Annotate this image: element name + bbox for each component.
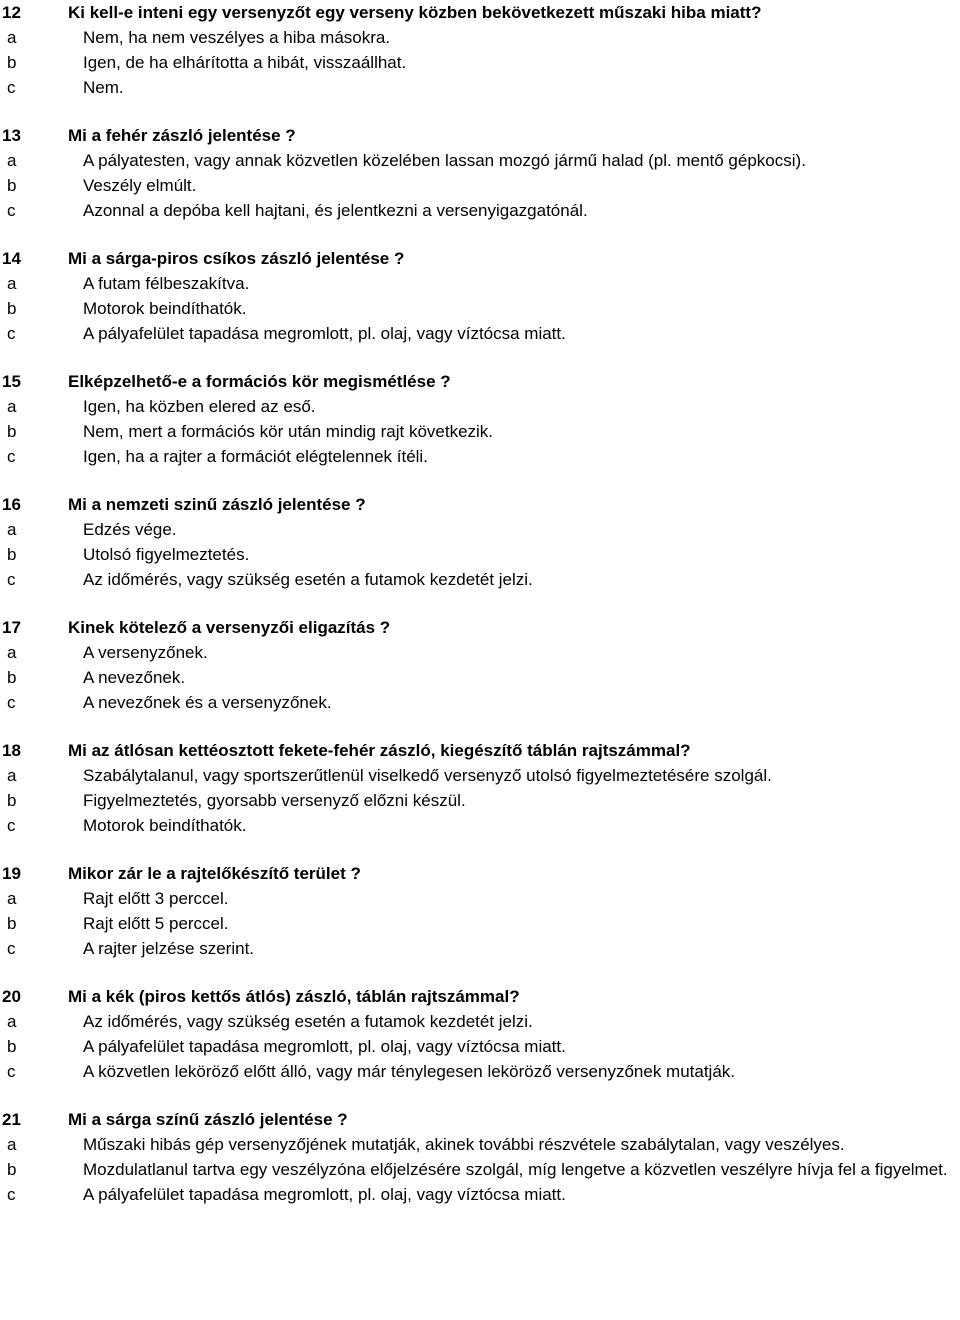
answer-letter: a <box>7 1135 17 1154</box>
question-header <box>0 738 960 763</box>
question-header <box>0 1107 960 1132</box>
answer-text: Nem. <box>83 78 124 97</box>
answer-text: A pályafelület tapadása megromlott, pl. olaj, vagy víztócsa miatt. <box>83 324 566 343</box>
answer-text: Motorok beindíthatók. <box>83 816 247 835</box>
question-number: 16 <box>2 495 21 514</box>
answer-text: Figyelmeztetés, gyorsabb versenyző előzni készül. <box>83 791 466 810</box>
question-header <box>0 246 960 271</box>
answer-option <box>0 567 960 592</box>
answer-option <box>0 936 960 961</box>
question-block <box>0 246 960 346</box>
question-text: Mi az átlósan kettéosztott fekete-fehér zászló, kiegészítő táblán rajtszámmal? <box>68 741 691 760</box>
question-number: 18 <box>2 741 21 760</box>
question-header <box>0 861 960 886</box>
answer-option <box>0 1157 960 1182</box>
question-text: Ki kell-e inteni egy versenyzőt egy verseny közben bekövetkezett műszaki hiba miatt? <box>68 3 762 22</box>
answer-text: Műszaki hibás gép versenyzőjének mutatják, akinek további részvétele szabálytalan, vagy veszélyes. <box>83 1135 845 1154</box>
answer-letter: b <box>7 791 17 810</box>
answer-option <box>0 542 960 567</box>
question-number: 19 <box>2 864 21 883</box>
answer-option <box>0 271 960 296</box>
answer-letter: c <box>7 447 16 466</box>
question-header <box>0 984 960 1009</box>
answer-letter: c <box>7 816 16 835</box>
question-number: 21 <box>2 1110 21 1129</box>
answer-option <box>0 788 960 813</box>
answer-text: Nem, ha nem veszélyes a hiba másokra. <box>83 28 391 47</box>
question-text: Mikor zár le a rajtelőkészítő terület ? <box>68 864 361 883</box>
answer-option <box>0 1034 960 1059</box>
answer-option <box>0 198 960 223</box>
answer-option <box>0 173 960 198</box>
answer-letter: b <box>7 176 17 195</box>
answer-letter: b <box>7 299 17 318</box>
answer-text: Motorok beindíthatók. <box>83 299 247 318</box>
answer-text: Utolsó figyelmeztetés. <box>83 545 250 564</box>
answer-letter: a <box>7 151 17 170</box>
question-header <box>0 369 960 394</box>
answer-letter: c <box>7 939 16 958</box>
answer-letter: c <box>7 693 16 712</box>
answer-option <box>0 148 960 173</box>
question-header <box>0 615 960 640</box>
answer-text: Edzés vége. <box>83 520 177 539</box>
answer-option <box>0 1009 960 1034</box>
answer-option <box>0 75 960 100</box>
answer-text: A pályafelület tapadása megromlott, pl. olaj, vagy víztócsa miatt. <box>83 1037 566 1056</box>
answer-option <box>0 911 960 936</box>
answer-option <box>0 517 960 542</box>
answer-text: A nevezőnek. <box>83 668 186 687</box>
answer-letter: a <box>7 1012 17 1031</box>
answer-text: A pályatesten, vagy annak közvetlen közelében lassan mozgó jármű halad (pl. mentő gépkocsi). <box>83 151 806 170</box>
answer-letter: b <box>7 668 17 687</box>
question-header <box>0 123 960 148</box>
answer-text: Nem, mert a formációs kör után mindig rajt következik. <box>83 422 494 441</box>
answer-letter: c <box>7 201 16 220</box>
answer-letter: b <box>7 914 17 933</box>
answer-letter: a <box>7 397 17 416</box>
answer-option <box>0 886 960 911</box>
answer-letter: b <box>7 545 17 564</box>
question-block <box>0 1107 960 1207</box>
question-number: 13 <box>2 126 21 145</box>
answer-option <box>0 419 960 444</box>
answer-letter: b <box>7 422 17 441</box>
answer-text: Rajt előtt 5 perccel. <box>83 914 229 933</box>
answer-text: Az időmérés, vagy szükség esetén a futamok kezdetét jelzi. <box>83 1012 533 1031</box>
answer-text: A futam félbeszakítva. <box>83 274 250 293</box>
answer-letter: a <box>7 28 17 47</box>
answer-letter: a <box>7 274 17 293</box>
answer-option <box>0 25 960 50</box>
answer-letter: c <box>7 570 16 589</box>
answer-text: Igen, ha közben elered az eső. <box>83 397 316 416</box>
question-header <box>0 0 960 25</box>
question-text: Mi a kék (piros kettős átlós) zászló, táblán rajtszámmal? <box>68 987 520 1006</box>
question-block <box>0 123 960 223</box>
answer-letter: a <box>7 766 17 785</box>
question-block <box>0 0 960 100</box>
answer-text: A rajter jelzése szerint. <box>83 939 255 958</box>
answer-letter: c <box>7 1062 16 1081</box>
answer-text: A pályafelület tapadása megromlott, pl. olaj, vagy víztócsa miatt. <box>83 1185 566 1204</box>
question-header <box>0 492 960 517</box>
answer-text: A versenyzőnek. <box>83 643 208 662</box>
answer-text: Szabálytalanul, vagy sportszerűtlenül viselkedő versenyző utolsó figyelmeztetésére szolgál. <box>83 766 772 785</box>
answer-letter: a <box>7 643 17 662</box>
answer-option <box>0 296 960 321</box>
answer-letter: c <box>7 78 16 97</box>
answer-letter: a <box>7 889 17 908</box>
answer-option <box>0 394 960 419</box>
question-block <box>0 984 960 1084</box>
question-number: 14 <box>2 249 21 268</box>
question-number: 12 <box>2 3 21 22</box>
answer-option <box>0 1059 960 1084</box>
answer-option <box>0 813 960 838</box>
answer-text: Mozdulatlanul tartva egy veszélyzóna előjelzésére szolgál, míg lengetve a közvetlen veszélyre hívja fel a figyelmet. <box>83 1160 948 1179</box>
answer-text: A nevezőnek és a versenyzőnek. <box>83 693 332 712</box>
question-text: Mi a fehér zászló jelentése ? <box>68 126 296 145</box>
question-text: Mi a sárga-piros csíkos zászló jelentése ? <box>68 249 405 268</box>
question-text: Kinek kötelező a versenyzői eligazítás ? <box>68 618 391 637</box>
answer-option <box>0 321 960 346</box>
answer-text: Veszély elmúlt. <box>83 176 197 195</box>
answer-text: Az időmérés, vagy szükség esetén a futamok kezdetét jelzi. <box>83 570 533 589</box>
question-block <box>0 369 960 469</box>
answer-letter: a <box>7 520 17 539</box>
answer-letter: b <box>7 53 17 72</box>
answer-option <box>0 1132 960 1157</box>
question-block <box>0 615 960 715</box>
answer-text: Igen, de ha elhárította a hibát, visszaállhat. <box>83 53 407 72</box>
question-number: 15 <box>2 372 21 391</box>
answer-text: Rajt előtt 3 perccel. <box>83 889 229 908</box>
question-block <box>0 492 960 592</box>
question-block <box>0 738 960 838</box>
answer-option <box>0 690 960 715</box>
question-text: Elképzelhető-e a formációs kör megismétlése ? <box>68 372 451 391</box>
question-number: 20 <box>2 987 21 1006</box>
answer-text: A közvetlen leköröző előtt álló, vagy már ténylegesen leköröző versenyzőnek mutatják. <box>83 1062 736 1081</box>
question-block <box>0 861 960 961</box>
answer-letter: b <box>7 1037 17 1056</box>
answer-option <box>0 1182 960 1207</box>
answer-option <box>0 50 960 75</box>
answer-option <box>0 665 960 690</box>
answer-option <box>0 640 960 665</box>
answer-text: Azonnal a depóba kell hajtani, és jelentkezni a versenyigazgatónál. <box>83 201 588 220</box>
answer-text: Igen, ha a rajter a formációt elégtelennek ítéli. <box>83 447 428 466</box>
answer-option <box>0 444 960 469</box>
question-text: Mi a sárga színű zászló jelentése ? <box>68 1110 348 1129</box>
answer-letter: b <box>7 1160 17 1179</box>
answer-letter: c <box>7 324 16 343</box>
question-number: 17 <box>2 618 21 637</box>
answer-letter: c <box>7 1185 16 1204</box>
question-text: Mi a nemzeti szinű zászló jelentése ? <box>68 495 366 514</box>
answer-option <box>0 763 960 788</box>
